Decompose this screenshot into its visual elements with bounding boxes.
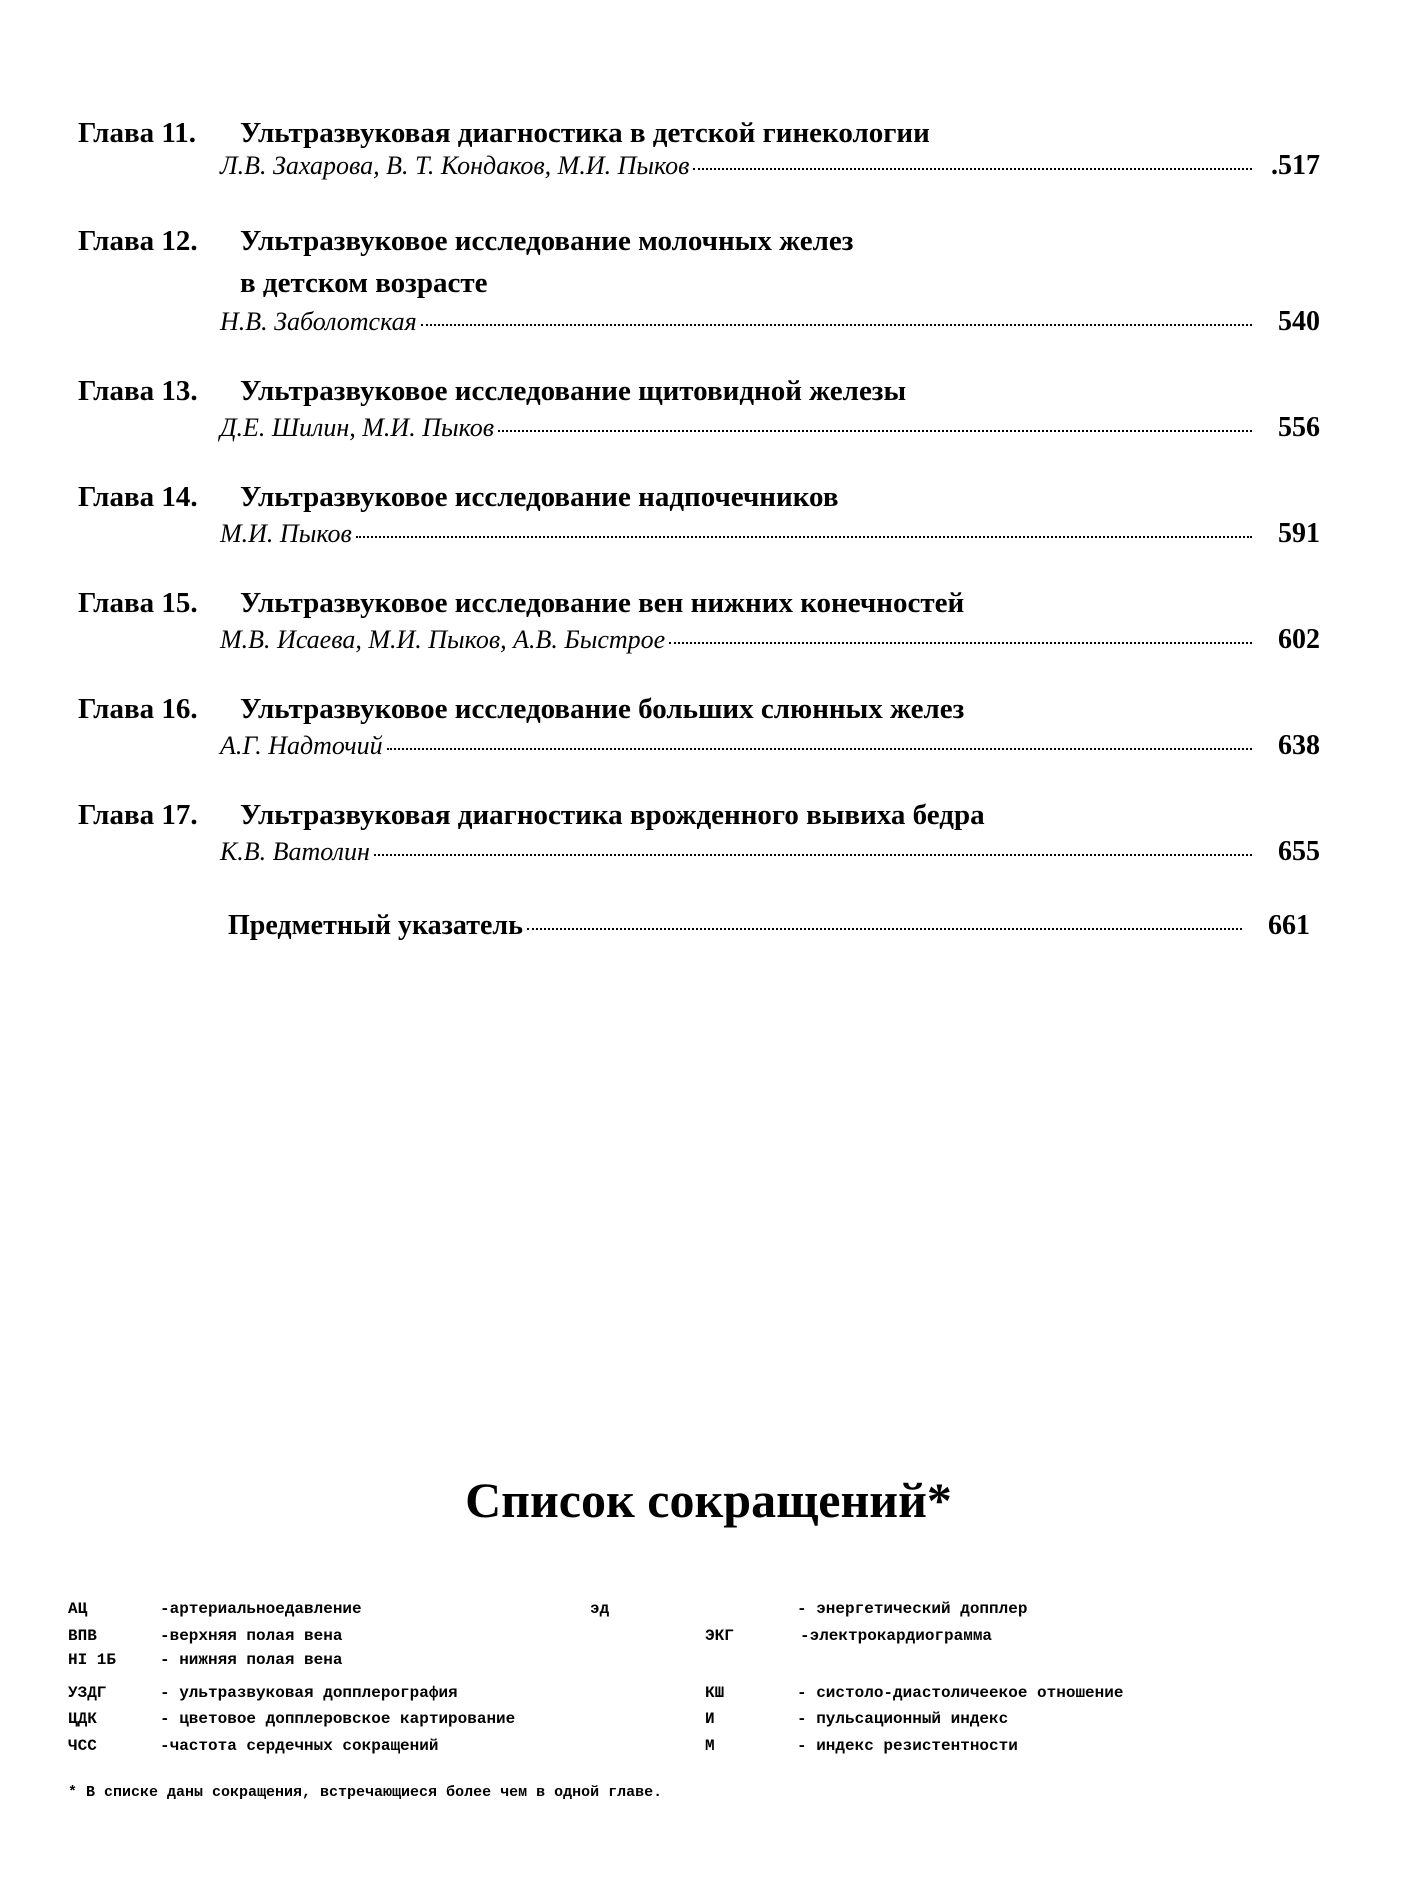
chapter-authors-row	[220, 730, 1320, 762]
chapter-authors-row	[220, 306, 1320, 338]
page-number: 661	[1268, 910, 1310, 941]
abbr-term: И	[705, 1710, 715, 1728]
chapter-title-continued: в детском возрасте	[240, 267, 488, 299]
chapter-title: Ультразвуковое исследование больших слюнных желез	[240, 693, 965, 725]
chapter-heading	[78, 692, 964, 726]
abbr-term: КШ	[705, 1684, 725, 1702]
abbr-term: АЦ	[68, 1600, 88, 1618]
subject-index-row	[228, 908, 1310, 944]
abbr-definition: - цветовое допплеровское картирование	[160, 1710, 516, 1728]
dot-leader	[421, 324, 1252, 326]
chapter-title: Ультразвуковая диагностика врожденного вывиха бедра	[240, 799, 985, 831]
chapter-heading	[78, 798, 985, 832]
dot-leader	[498, 430, 1252, 432]
abbr-term: М	[705, 1737, 715, 1755]
chapter-authors-row	[220, 624, 1320, 656]
abbr-term: ЧСС	[68, 1737, 97, 1755]
abbr-definition: -артериальноедавление	[160, 1600, 362, 1618]
page-number: .517	[1271, 150, 1320, 181]
abbr-term: ЭКГ	[705, 1627, 734, 1645]
page-number: 602	[1278, 624, 1320, 655]
page-number: 591	[1278, 518, 1320, 549]
chapter-heading	[78, 374, 906, 408]
abbr-definition: -верхняя полая вена	[160, 1627, 343, 1645]
dot-leader	[669, 642, 1252, 644]
abbr-term: ВПВ	[68, 1627, 97, 1645]
chapter-authors-row	[220, 518, 1320, 550]
chapter-label: Глава 16.	[78, 693, 198, 725]
chapter-heading	[78, 224, 853, 258]
chapter-heading	[78, 116, 930, 150]
abbr-definition: - систоло-диастоличеекое отношение	[797, 1684, 1124, 1702]
page-number: 638	[1278, 730, 1320, 761]
chapter-authors-row	[220, 150, 1320, 182]
abbr-definition: -частота сердечных сокращений	[160, 1737, 439, 1755]
chapter-label: Глава 11.	[78, 117, 197, 149]
abbr-definition: - нижняя полая вена	[160, 1651, 343, 1669]
chapter-heading	[78, 586, 964, 620]
abbr-definition: - пульсационный индекс	[797, 1710, 1009, 1728]
abbreviations-footnote: * В списке даны сокращения, встречающиеся более чем в одной главе.	[68, 1784, 663, 1801]
chapter-title: Ультразвуковое исследование надпочечников	[240, 481, 839, 513]
abbr-term: эд	[590, 1600, 610, 1618]
chapter-authors-row	[220, 412, 1320, 444]
chapter-title: Ультразвуковое исследование щитовидной железы	[240, 375, 907, 407]
chapter-title: Ультразвуковая диагностика в детской гинекологии	[240, 117, 930, 149]
abbr-definition: -электрокардиограмма	[800, 1627, 993, 1645]
chapter-heading	[78, 480, 839, 514]
chapter-label: Глава 14.	[78, 481, 198, 513]
chapter-authors: Н.В. Заболотская	[220, 307, 417, 336]
abbr-definition: - энергетический допплер	[797, 1600, 1028, 1618]
dot-leader	[527, 928, 1242, 930]
chapter-authors: Д.Е. Шилин, М.И. Пыков	[220, 413, 495, 442]
page-number: 540	[1278, 306, 1320, 337]
dot-leader	[693, 168, 1252, 170]
page-number: 556	[1278, 412, 1320, 443]
abbr-term: НI 1Б	[68, 1651, 117, 1669]
chapter-authors: Л.В. Захарова, В. Т. Кондаков, М.И. Пыков	[220, 151, 690, 180]
dot-leader	[374, 854, 1252, 856]
dot-leader	[387, 748, 1252, 750]
chapter-title: Ультразвуковое исследование вен нижних конечностей	[240, 587, 965, 619]
chapter-authors-row	[220, 836, 1320, 868]
abbreviations-title: Список сокращений*	[465, 1472, 952, 1528]
chapter-label: Глава 13.	[78, 375, 198, 407]
chapter-title: Ультразвуковое исследование молочных желез	[240, 225, 854, 257]
dot-leader	[356, 536, 1252, 538]
abbr-definition: - ультразвуковая допплерография	[160, 1684, 458, 1702]
abbr-definition: - индекс резистентности	[797, 1737, 1018, 1755]
page-number: 655	[1278, 836, 1320, 867]
chapter-authors: А.Г. Надточий	[220, 731, 383, 760]
chapter-authors: М.В. Исаева, М.И. Пыков, А.В. Быстрое	[220, 625, 666, 654]
chapter-label: Глава 17.	[78, 799, 198, 831]
chapter-authors: К.В. Ватолин	[220, 837, 370, 866]
subject-index-title: Предметный указатель	[228, 910, 523, 941]
chapter-authors: М.И. Пыков	[220, 519, 352, 548]
chapter-label: Глава 15.	[78, 587, 198, 619]
abbr-term: УЗДГ	[68, 1684, 107, 1702]
abbr-term: ЦДК	[68, 1710, 97, 1728]
chapter-label: Глава 12.	[78, 225, 198, 257]
